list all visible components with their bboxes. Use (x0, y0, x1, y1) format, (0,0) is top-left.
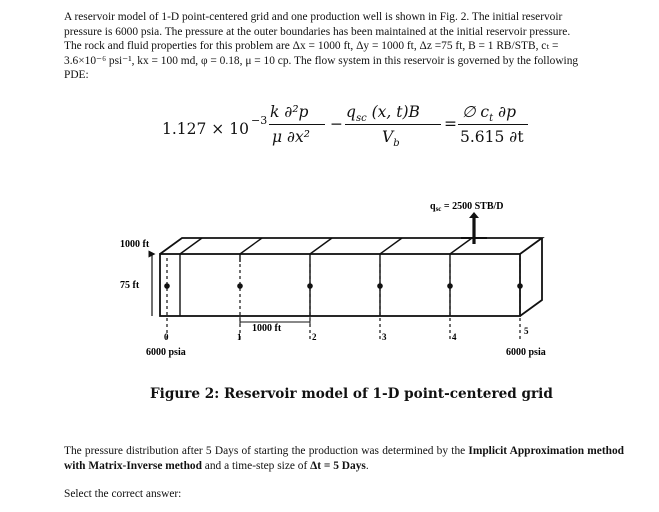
caption-prefix: Figure 2 (150, 386, 215, 402)
intro-line: The rock and fluid properties for this problem are Δx = 1000 ft, Δy = 1000 ft, Δz =75 ft, B = 1 RB/STB, cₜ = (64, 40, 559, 53)
intro-line: A reservoir model of 1-D point-centered grid and one production well is shown in Fig. 2. The initial reservoir (64, 11, 563, 23)
pde-term2-fraction-bar (345, 124, 441, 125)
pde-term1-denominator: μ ∂x² (272, 128, 310, 146)
intro-line: PDE: (64, 69, 89, 82)
node-label-0: 0 (164, 332, 169, 342)
outer-height-label: 1000 ft (120, 239, 150, 250)
pde-term2-numerator (346, 103, 420, 124)
pde-rhs-c-sub: t (489, 113, 494, 125)
grid-node (164, 283, 170, 289)
node-label-5: 5 (524, 326, 529, 336)
production-rate-label: $q_{sc} = 2500$ STB/D (430, 201, 504, 213)
figure-caption (150, 386, 570, 402)
result-text-before: The pressure distribution after 5 Days of starting the production was determined by the (64, 445, 469, 457)
pde-rhs-phi-c: ∅ c (462, 103, 490, 121)
grid-node (377, 283, 383, 289)
result-method: Implicit Approximation method with Matrix-Inverse method (64, 445, 625, 472)
pde-rhs-fraction-bar (458, 124, 528, 125)
node-label-2: 2 (312, 332, 317, 342)
grid-node (447, 283, 453, 289)
intro-line: 3.6×10⁻⁶ psi⁻¹, kx = 100 md, φ = 0.18, μ = 10 cp. The flow system in this reservoir is governed by the following (64, 54, 579, 67)
grid-nodes (164, 283, 523, 289)
pde-term2-q: q (346, 103, 356, 121)
governing-pde (0, 100, 659, 160)
pde-term2-v: V (382, 128, 394, 146)
production-well-icon (461, 212, 487, 244)
node-label-1: 1 (237, 332, 242, 342)
pde-rhs-numerator (462, 103, 516, 124)
result-statement (64, 444, 624, 474)
grid-block-outline (160, 238, 542, 316)
node-centerlines (167, 258, 520, 342)
pde-term2-q-sub: sc (355, 113, 367, 125)
pde-term2-rest: (x, t)B (366, 103, 420, 121)
spacing-label: 1000 ft (252, 323, 282, 334)
grid-node (237, 283, 243, 289)
pde-term2-v-sub: b (393, 138, 400, 150)
pde-term1-numerator: k ∂²p (270, 103, 309, 121)
caption-text: : Reservoir model of 1-D point-centered grid (214, 386, 553, 402)
pde-rhs-denominator: 5.615 ∂t (460, 128, 524, 146)
reservoir-grid-diagram (100, 192, 580, 372)
grid-node (307, 283, 313, 289)
pde-term1-fraction-bar (269, 124, 325, 125)
pde-minus-sign: − (330, 115, 343, 133)
node-label-3: 3 (382, 332, 387, 342)
select-answer-prompt: Select the correct answer: (64, 488, 182, 500)
left-boundary-pressure: 6000 psia (146, 347, 186, 358)
pde-exponent: −3 (251, 114, 268, 127)
result-text-middle: and a time-step size of (201, 460, 311, 472)
intro-line: pressure is 6000 psia. The pressure at the outer boundaries has been maintained at the initial reservoir pressure. (64, 25, 571, 38)
pde-equals-sign: = (444, 115, 457, 133)
result-text-end: . (365, 460, 369, 472)
pde-term2-denominator (382, 128, 400, 149)
right-boundary-pressure: 6000 psia (506, 347, 546, 358)
pde-coefficient: 1.127 × 10 (162, 120, 249, 138)
pde-rhs-dp: ∂p (493, 103, 517, 121)
node-label-4: 4 (452, 332, 457, 342)
problem-statement (64, 10, 624, 83)
result-time-step: Δt = 5 Days (310, 460, 366, 472)
inner-height-label: 75 ft (120, 280, 140, 291)
grid-node (517, 283, 523, 289)
